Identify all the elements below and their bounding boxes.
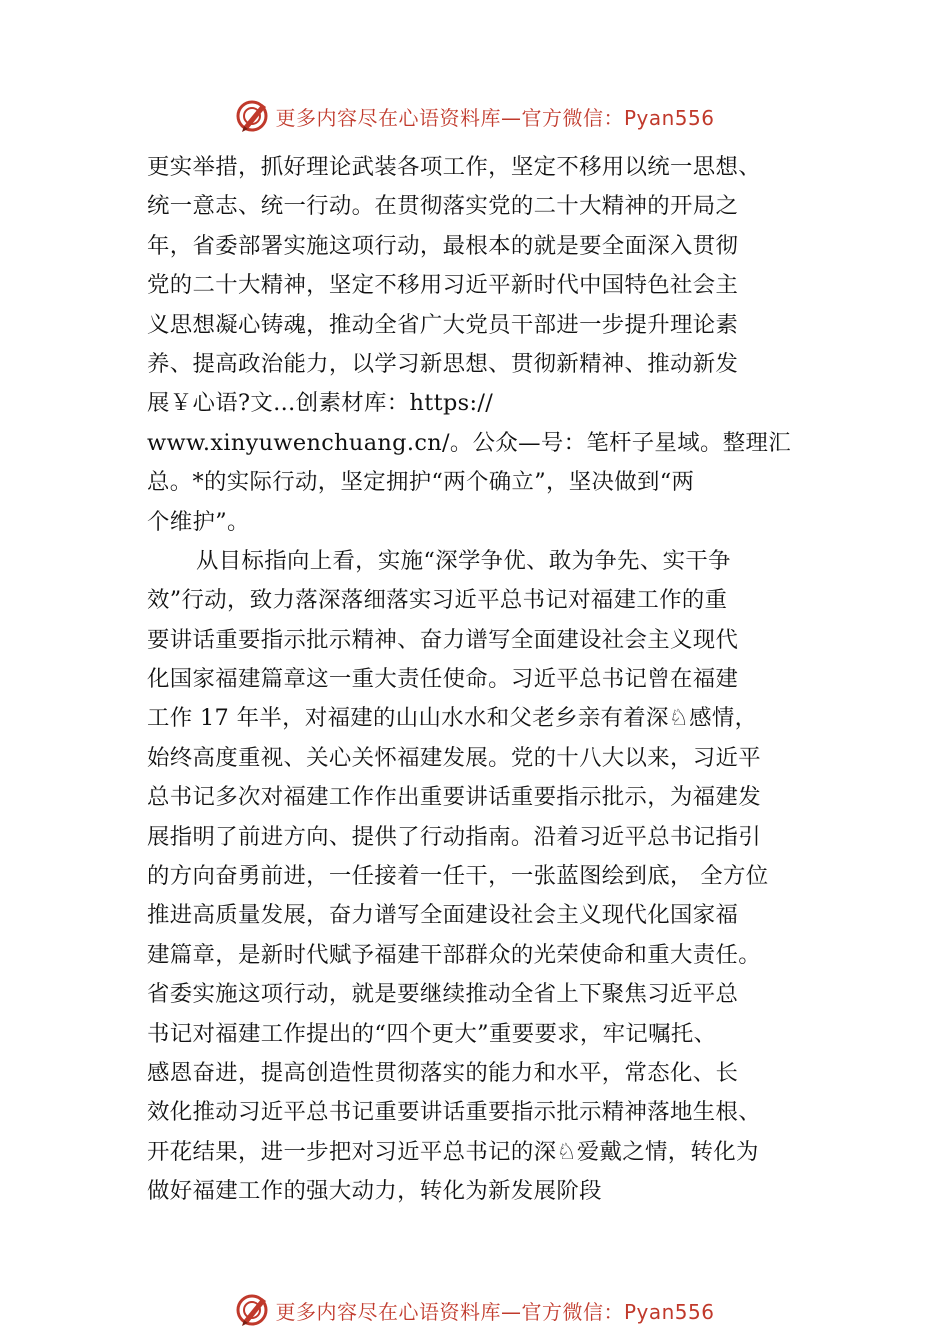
pen-logo-icon [235, 98, 271, 134]
body-line: 党的二十大精神，坚定不移用习近平新时代中国特色社会主 [147, 272, 739, 299]
body-line: 的方向奋勇前进，一任接着一任干，一张蓝图绘到底， 全方位 [147, 863, 769, 890]
body-line: 感恩奋进，提高创造性贯彻落实的能力和水平，常态化、长 [147, 1059, 739, 1086]
body-line: 年，省委部署实施这项行动，最根本的就是要全面深入贯彻 [147, 232, 739, 259]
body-line: 省委实施这项行动，就是要继续推动全省上下聚焦习近平总 [147, 981, 739, 1008]
body-line: 建篇章，是新时代赋予福建干部群众的光荣使命和重大责任。 [147, 941, 761, 968]
body-line: 义思想凝心铸魂，推动全省广大党员干部进一步提升理论素 [147, 311, 739, 338]
body-line: 个维护”。 [147, 508, 250, 535]
paragraph-first-line: 从目标指向上看，实施“深学争优、敢为争先、实干争 [196, 547, 731, 574]
header-banner-text: 更多内容尽在心语资料库—官方微信：Pyan556 [275, 105, 715, 130]
body-line: 统一意志、统一行动。在贯彻落实党的二十大精神的开局之 [147, 193, 739, 220]
body-line: 开花结果，进一步把对习近平总书记的深♘爱戴之情，转化为 [147, 1138, 759, 1165]
body-line: 始终高度重视、关心关怀福建发展。党的十八大以来，习近平 [147, 744, 761, 771]
body-line: 推进高质量发展，奋力谱写全面建设社会主义现代化国家福 [147, 902, 739, 929]
body-line: 书记对福建工作提出的“四个更大”重要要求，牢记嘱托、 [147, 1020, 717, 1047]
body-line: 展￥心语?文…创素材库：https:// [147, 390, 494, 417]
header-banner [0, 94, 950, 138]
body-line: www.xinyuwenchuang.cn/。公众—号：笔杆子星域。整理汇 [147, 429, 791, 456]
body-line: 效化推动习近平总书记重要讲话重要指示批示精神落地生根、 [147, 1099, 761, 1126]
body-line: 化国家福建篇章这一重大责任使命。习近平总书记曾在福建 [147, 666, 739, 693]
body-line: 总书记多次对福建工作作出重要讲话重要指示批示，为福建发 [147, 784, 761, 811]
pen-logo-icon [235, 1292, 271, 1328]
footer-banner-text: 更多内容尽在心语资料库—官方微信：Pyan556 [275, 1299, 715, 1324]
body-line: 工作 17 年半，对福建的山山水水和父老乡亲有着深♘感情， [147, 705, 758, 732]
footer-banner [0, 1288, 950, 1332]
body-line: 做好福建工作的强大动力，转化为新发展阶段 [147, 1178, 602, 1205]
body-line: 更实举措，抓好理论武装各项工作，坚定不移用以统一思想、 [147, 154, 761, 180]
body-line: 要讲话重要指示批示精神、奋力谱写全面建设社会主义现代 [147, 626, 739, 653]
body-line: 效”行动，致力落深落细落实习近平总书记对福建工作的重 [147, 587, 728, 614]
body-line: 展指明了前进方向、提供了行动指南。沿着习近平总书记指引 [147, 823, 761, 850]
body-line: 总。*的实际行动，坚定拥护“两个确立”，坚决做到“两 [147, 469, 695, 496]
document-body [147, 148, 837, 1212]
body-line: 养、提高政治能力，以学习新思想、贯彻新精神、推动新发 [147, 350, 739, 377]
